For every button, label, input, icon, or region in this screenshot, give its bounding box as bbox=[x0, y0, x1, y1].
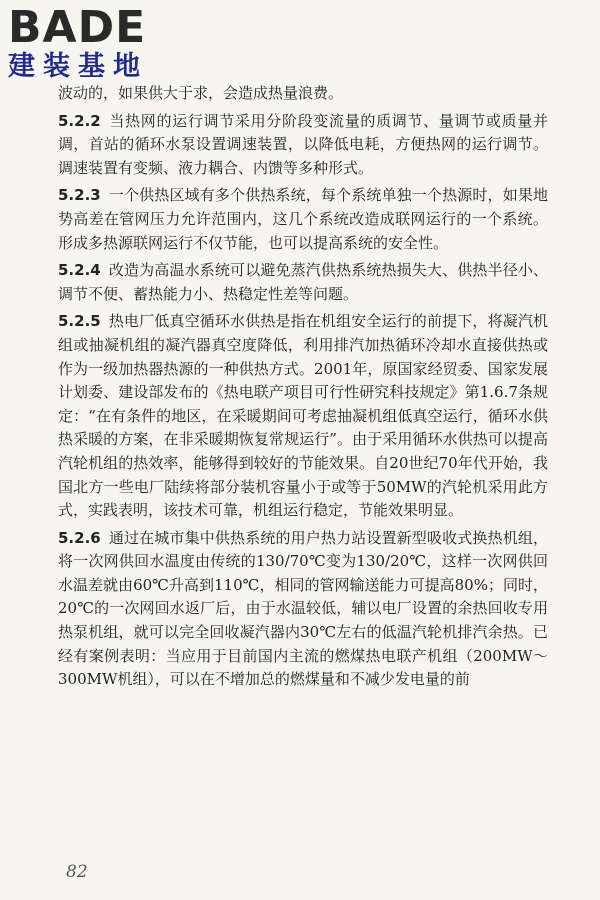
clause-5-2-5 bbox=[58, 310, 548, 522]
paragraph-text: 一个供热区域有多个供热系统，每个系统单独一个热源时，如果地势高差在管网压力允许范围内，这几个系统改造成联网运行的一个系统。形成多热源联网运行不仅节能，也可以提高系统的安全性。 bbox=[58, 186, 548, 252]
paragraph-text: 热电厂低真空循环水供热是指在机组安全运行的前提下，将凝汽机组或抽凝机组的凝汽器真空度降低，利用排汽加热循环冷却水直接供热或作为一级加热器热源的一种供热方式。2001年，原国家经贸委、国家发展计划委、建设部发布的《热电联产项目可行性研究科技规定》第1.6.7条规定：“在有条件的地区，在采暖期间可考虑抽凝机组低真空运行，循环水供热采暖的方案，在非采暖期恢复常规运行”。由于采用循环水供热可以提高汽轮机组的热效率，能够得到较好的节能效果。自20世纪70年代开始，我国北方一些电厂陆续将部分装机容量小于或等于50MW的汽轮机采用此方式，实践表明，该技术可靠，机组运行稳定，节能效果明显。 bbox=[58, 312, 548, 520]
paragraph-text: 通过在城市集中供热系统的用户热力站设置新型吸收式换热机组，将一次网供回水温度由传统的130/70℃变为130/20℃，这样一次网供回水温差就由60℃升高到110℃，相同的管网输送能力可提高80%；同时，20℃的一次网回水返厂后，由于水温较低，辅以电厂设置的余热回收专用热泵机组，就可以完全回收凝汽器内30℃左右的低温汽轮机排汽余热。已经有案例表明：当应用于目前国内主流的燃煤热电联产机组（200MW～300MW机组），可以在不增加总的燃煤量和不减少发电量的前 bbox=[58, 528, 548, 689]
clause-number: 5.2.5 bbox=[58, 312, 101, 331]
paragraph-text: 波动的，如果供大于求，会造成热量浪费。 bbox=[58, 84, 344, 102]
clause-number: 5.2.4 bbox=[58, 261, 101, 280]
paragraph-text: 当热网的运行调节采用分阶段变流量的质调节、量调节或质量并调，首站的循环水泵设置调速装置，以降低电耗，方便热网的运行调节。调速装置有变频、液力耦合、内馈等多种形式。 bbox=[58, 111, 548, 177]
page-number: 82 bbox=[66, 862, 88, 882]
clause-number: 5.2.2 bbox=[58, 111, 101, 130]
clause-5-2-4 bbox=[58, 259, 548, 306]
clause-5-2-6 bbox=[58, 527, 548, 692]
paragraph-continuation bbox=[58, 82, 548, 106]
clause-5-2-3 bbox=[58, 184, 548, 255]
logo-subtitle: 建装基地 bbox=[8, 51, 148, 82]
clause-5-2-2 bbox=[58, 110, 548, 181]
logo-wordmark: BADE bbox=[8, 2, 147, 53]
document-body bbox=[58, 82, 548, 696]
clause-number: 5.2.6 bbox=[58, 528, 101, 547]
site-logo bbox=[8, 2, 148, 82]
paragraph-text: 改造为高温水系统可以避免蒸汽供热系统热损失大、供热半径小、调节不便、蓄热能力小、热稳定性差等问题。 bbox=[58, 261, 548, 303]
clause-number: 5.2.3 bbox=[58, 186, 101, 205]
